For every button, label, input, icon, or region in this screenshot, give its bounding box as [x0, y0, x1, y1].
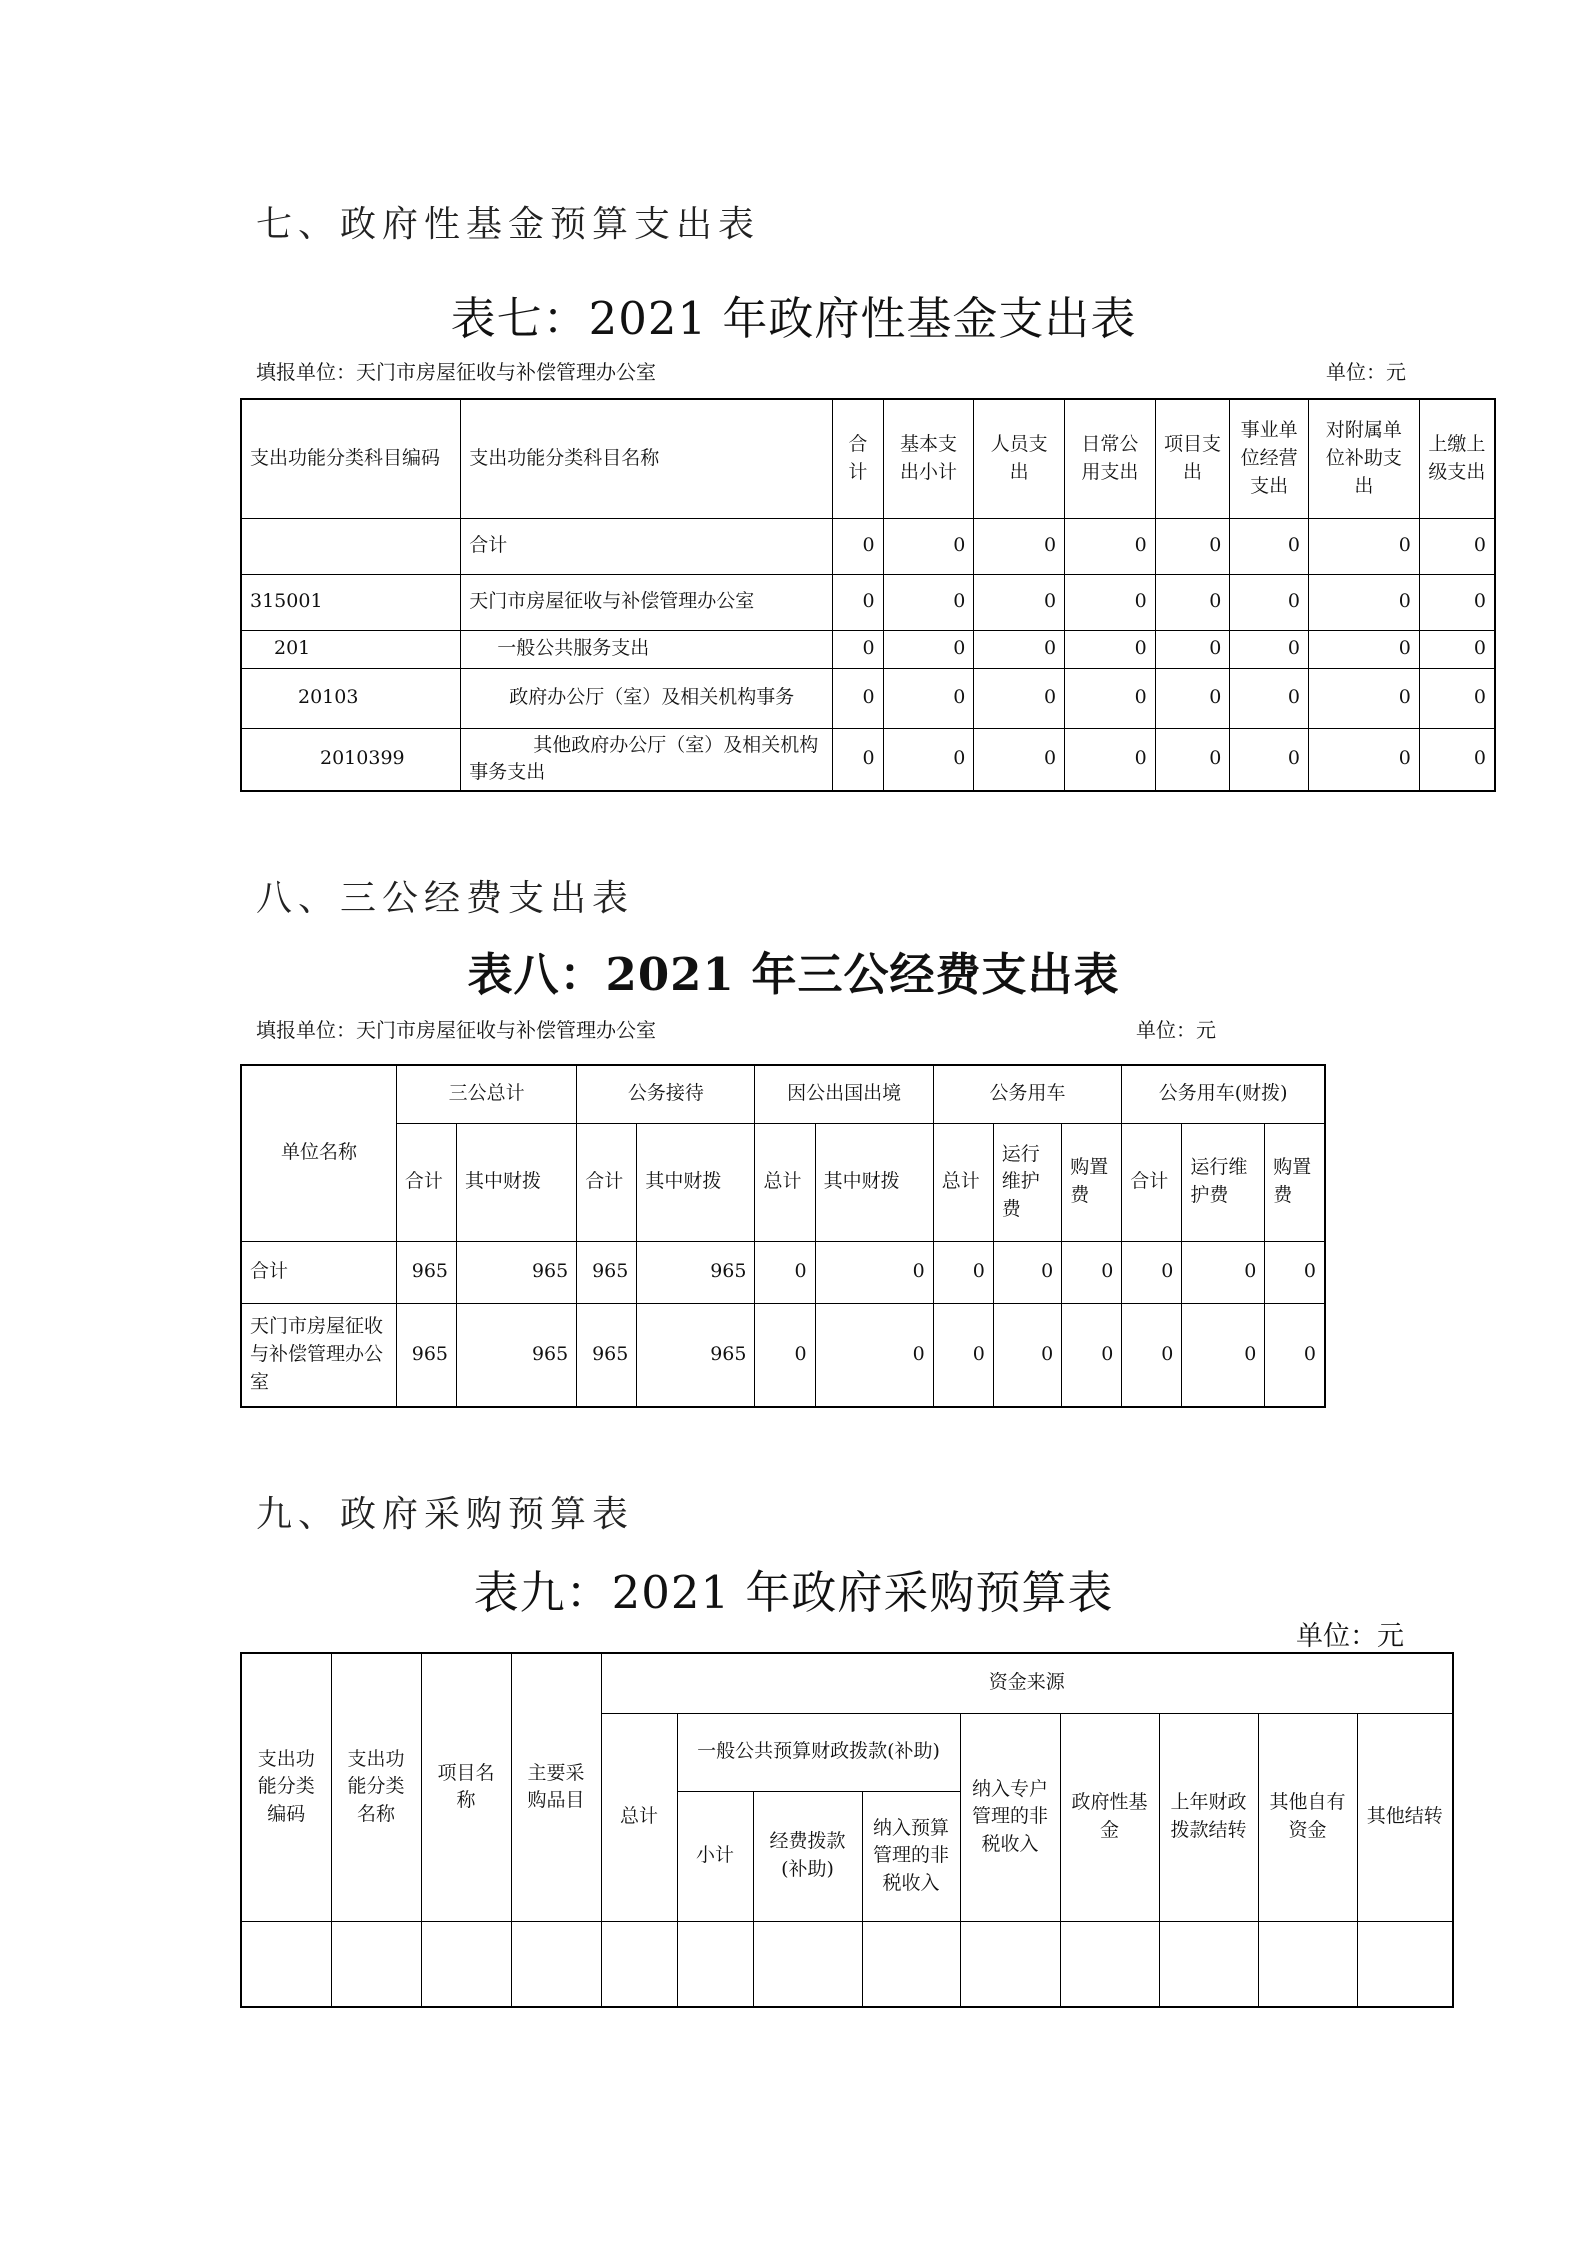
empty-cell [421, 1921, 511, 2007]
value-cell: 0 [1155, 728, 1230, 791]
table-9-currency-unit: 单位：元 [1296, 1621, 1404, 1652]
value-cell: 0 [1265, 1303, 1325, 1407]
table-8-group-row [241, 1065, 1325, 1123]
empty-cell [1357, 1921, 1453, 2007]
sub-header: 运行维护费 [1182, 1123, 1265, 1241]
header-cell: 上年财政拨款结转 [1159, 1713, 1258, 1921]
header-cell: 其他自有资金 [1258, 1713, 1357, 1921]
value-cell: 0 [1065, 728, 1156, 791]
value-cell: 0 [1308, 574, 1419, 630]
table-7 [240, 398, 1496, 792]
table-8 [240, 1064, 1326, 1408]
value-cell: 0 [1230, 574, 1309, 630]
value-cell: 0 [974, 668, 1065, 728]
header-cell: 项目名称 [421, 1653, 511, 1921]
empty-cell [862, 1921, 960, 2007]
header-cell: 项目支出 [1155, 399, 1230, 518]
header-cell: 主要采购品目 [511, 1653, 601, 1921]
unit-name-cell: 合计 [241, 1241, 396, 1303]
sub-header: 总计 [933, 1123, 993, 1241]
table-row [241, 574, 1495, 630]
sub-header: 合计 [396, 1123, 456, 1241]
value-cell: 0 [993, 1303, 1061, 1407]
table-7-title: 表七：2021 年政府性基金支出表 [450, 292, 1137, 345]
table-row [241, 728, 1495, 791]
empty-cell [1060, 1921, 1159, 2007]
sub-header: 其中财拨 [815, 1123, 933, 1241]
empty-cell [1159, 1921, 1258, 2007]
sub-header: 运行维护费 [993, 1123, 1061, 1241]
value-cell: 0 [974, 728, 1065, 791]
table-8-currency-unit: 单位：元 [1136, 1018, 1216, 1042]
value-cell: 0 [1419, 518, 1495, 574]
value-cell: 0 [1122, 1241, 1182, 1303]
group-header: 公务用车 [933, 1065, 1122, 1123]
table-row [241, 1303, 1325, 1407]
value-cell: 0 [833, 518, 883, 574]
empty-cell [753, 1921, 862, 2007]
empty-cell [677, 1921, 753, 2007]
value-cell: 0 [833, 668, 883, 728]
value-cell: 0 [833, 630, 883, 668]
header-cell: 纳入预算管理的非税收入 [862, 1791, 960, 1921]
sub-header: 购置费 [1265, 1123, 1325, 1241]
header-cell: 事业单位经营支出 [1230, 399, 1309, 518]
table-row [241, 1241, 1325, 1303]
sub-header: 其中财拨 [637, 1123, 755, 1241]
table-row [241, 518, 1495, 574]
header-cell: 人员支出 [974, 399, 1065, 518]
value-cell: 0 [1308, 668, 1419, 728]
value-cell: 0 [883, 668, 974, 728]
header-cell: 支出功能分类科目名称 [461, 399, 833, 518]
value-cell: 965 [637, 1241, 755, 1303]
value-cell: 965 [396, 1303, 456, 1407]
value-cell: 0 [974, 574, 1065, 630]
value-cell: 0 [1065, 668, 1156, 728]
value-cell: 0 [1065, 518, 1156, 574]
value-cell: 0 [1230, 518, 1309, 574]
sub-header: 其中财拨 [457, 1123, 577, 1241]
table-row [241, 668, 1495, 728]
sub-header: 总计 [755, 1123, 815, 1241]
value-cell: 0 [993, 1241, 1061, 1303]
header-cell: 合计 [833, 399, 883, 518]
table-7-header-row [241, 399, 1495, 518]
value-cell: 0 [1230, 630, 1309, 668]
value-cell: 0 [1419, 630, 1495, 668]
value-cell: 0 [1265, 1241, 1325, 1303]
value-cell: 0 [974, 630, 1065, 668]
section-9-heading: 九、政府采购预算表 [256, 1494, 635, 1535]
header-cell: 总计 [601, 1713, 677, 1921]
header-cell: 支出功能分类科目编码 [241, 399, 461, 518]
value-cell: 0 [1308, 728, 1419, 791]
table-row [241, 630, 1495, 668]
code-cell: 2010399 [241, 728, 461, 791]
header-cell: 政府性基金 [1060, 1713, 1159, 1921]
value-cell: 0 [1230, 668, 1309, 728]
sub-header: 合计 [1122, 1123, 1182, 1241]
name-cell: 政府办公厅（室）及相关机构事务 [461, 668, 833, 728]
value-cell: 0 [883, 728, 974, 791]
empty-cell [1258, 1921, 1357, 2007]
group-header: 公务用车(财拨) [1122, 1065, 1325, 1123]
empty-cell [511, 1921, 601, 2007]
table-8-reporting-unit: 填报单位：天门市房屋征收与补偿管理办公室 [256, 1018, 656, 1042]
empty-cell [601, 1921, 677, 2007]
group-header: 三公总计 [396, 1065, 576, 1123]
value-cell: 0 [755, 1241, 815, 1303]
value-cell: 0 [1065, 630, 1156, 668]
sub-header: 购置费 [1062, 1123, 1122, 1241]
value-cell: 0 [1308, 518, 1419, 574]
table-7-reporting-unit: 填报单位：天门市房屋征收与补偿管理办公室 [256, 360, 656, 384]
code-cell: 20103 [241, 668, 461, 728]
name-cell: 其他政府办公厅（室）及相关机构事务支出 [461, 728, 833, 791]
section-8-heading: 八、三公经费支出表 [256, 878, 635, 919]
value-cell: 0 [1062, 1241, 1122, 1303]
table-9 [240, 1652, 1454, 2008]
unit-name-cell: 天门市房屋征收与补偿管理办公室 [241, 1303, 396, 1407]
empty-cell [241, 1921, 331, 2007]
group-header: 公务接待 [577, 1065, 755, 1123]
funding-source-header: 资金来源 [601, 1653, 1453, 1713]
value-cell: 965 [457, 1241, 577, 1303]
table-9-title: 表九：2021 年政府采购预算表 [473, 1566, 1114, 1619]
value-cell: 0 [1419, 574, 1495, 630]
table-8-title: 表八：2021 年三公经费支出表 [467, 948, 1120, 1001]
value-cell: 0 [1155, 518, 1230, 574]
value-cell: 965 [457, 1303, 577, 1407]
empty-cell [331, 1921, 421, 2007]
header-cell: 支出功能分类名称 [331, 1653, 421, 1921]
header-cell: 小计 [677, 1791, 753, 1921]
value-cell: 0 [883, 630, 974, 668]
header-cell: 纳入专户管理的非税收入 [960, 1713, 1060, 1921]
code-cell: 201 [241, 630, 461, 668]
value-cell: 965 [637, 1303, 755, 1407]
value-cell: 0 [1155, 630, 1230, 668]
value-cell: 0 [1182, 1241, 1265, 1303]
value-cell: 0 [1230, 728, 1309, 791]
header-cell: 经费拨款(补助) [753, 1791, 862, 1921]
table-row [241, 1921, 1453, 2007]
sub-header: 合计 [577, 1123, 637, 1241]
header-cell: 单位名称 [241, 1065, 396, 1241]
value-cell: 0 [1065, 574, 1156, 630]
value-cell: 0 [1308, 630, 1419, 668]
value-cell: 0 [1155, 668, 1230, 728]
code-cell [241, 518, 461, 574]
value-cell: 0 [833, 728, 883, 791]
value-cell: 0 [933, 1241, 993, 1303]
value-cell: 0 [1419, 668, 1495, 728]
name-cell: 天门市房屋征收与补偿管理办公室 [461, 574, 833, 630]
table-7-currency-unit: 单位：元 [1326, 360, 1406, 384]
value-cell: 0 [1182, 1303, 1265, 1407]
value-cell: 0 [833, 574, 883, 630]
header-cell: 支出功能分类编码 [241, 1653, 331, 1921]
value-cell: 0 [933, 1303, 993, 1407]
code-cell: 315001 [241, 574, 461, 630]
value-cell: 965 [577, 1303, 637, 1407]
table-9-top-header-row [241, 1653, 1453, 1713]
section-7-heading: 七、政府性基金预算支出表 [256, 204, 761, 245]
header-cell: 日常公用支出 [1065, 399, 1156, 518]
value-cell: 0 [974, 518, 1065, 574]
value-cell: 0 [755, 1303, 815, 1407]
value-cell: 0 [883, 518, 974, 574]
group-header: 因公出国出境 [755, 1065, 933, 1123]
name-cell: 合计 [461, 518, 833, 574]
value-cell: 0 [1122, 1303, 1182, 1407]
value-cell: 0 [1419, 728, 1495, 791]
value-cell: 0 [1155, 574, 1230, 630]
header-cell: 上缴上级支出 [1419, 399, 1495, 518]
header-cell: 对附属单位补助支出 [1308, 399, 1419, 518]
header-cell: 一般公共预算财政拨款(补助) [677, 1713, 960, 1791]
value-cell: 0 [815, 1303, 933, 1407]
value-cell: 0 [815, 1241, 933, 1303]
value-cell: 965 [396, 1241, 456, 1303]
header-cell: 基本支出小计 [883, 399, 974, 518]
value-cell: 965 [577, 1241, 637, 1303]
table-8-sub-header-row [241, 1123, 1325, 1241]
name-cell: 一般公共服务支出 [461, 630, 833, 668]
header-cell: 其他结转 [1357, 1713, 1453, 1921]
value-cell: 0 [883, 574, 974, 630]
empty-cell [960, 1921, 1060, 2007]
value-cell: 0 [1062, 1303, 1122, 1407]
